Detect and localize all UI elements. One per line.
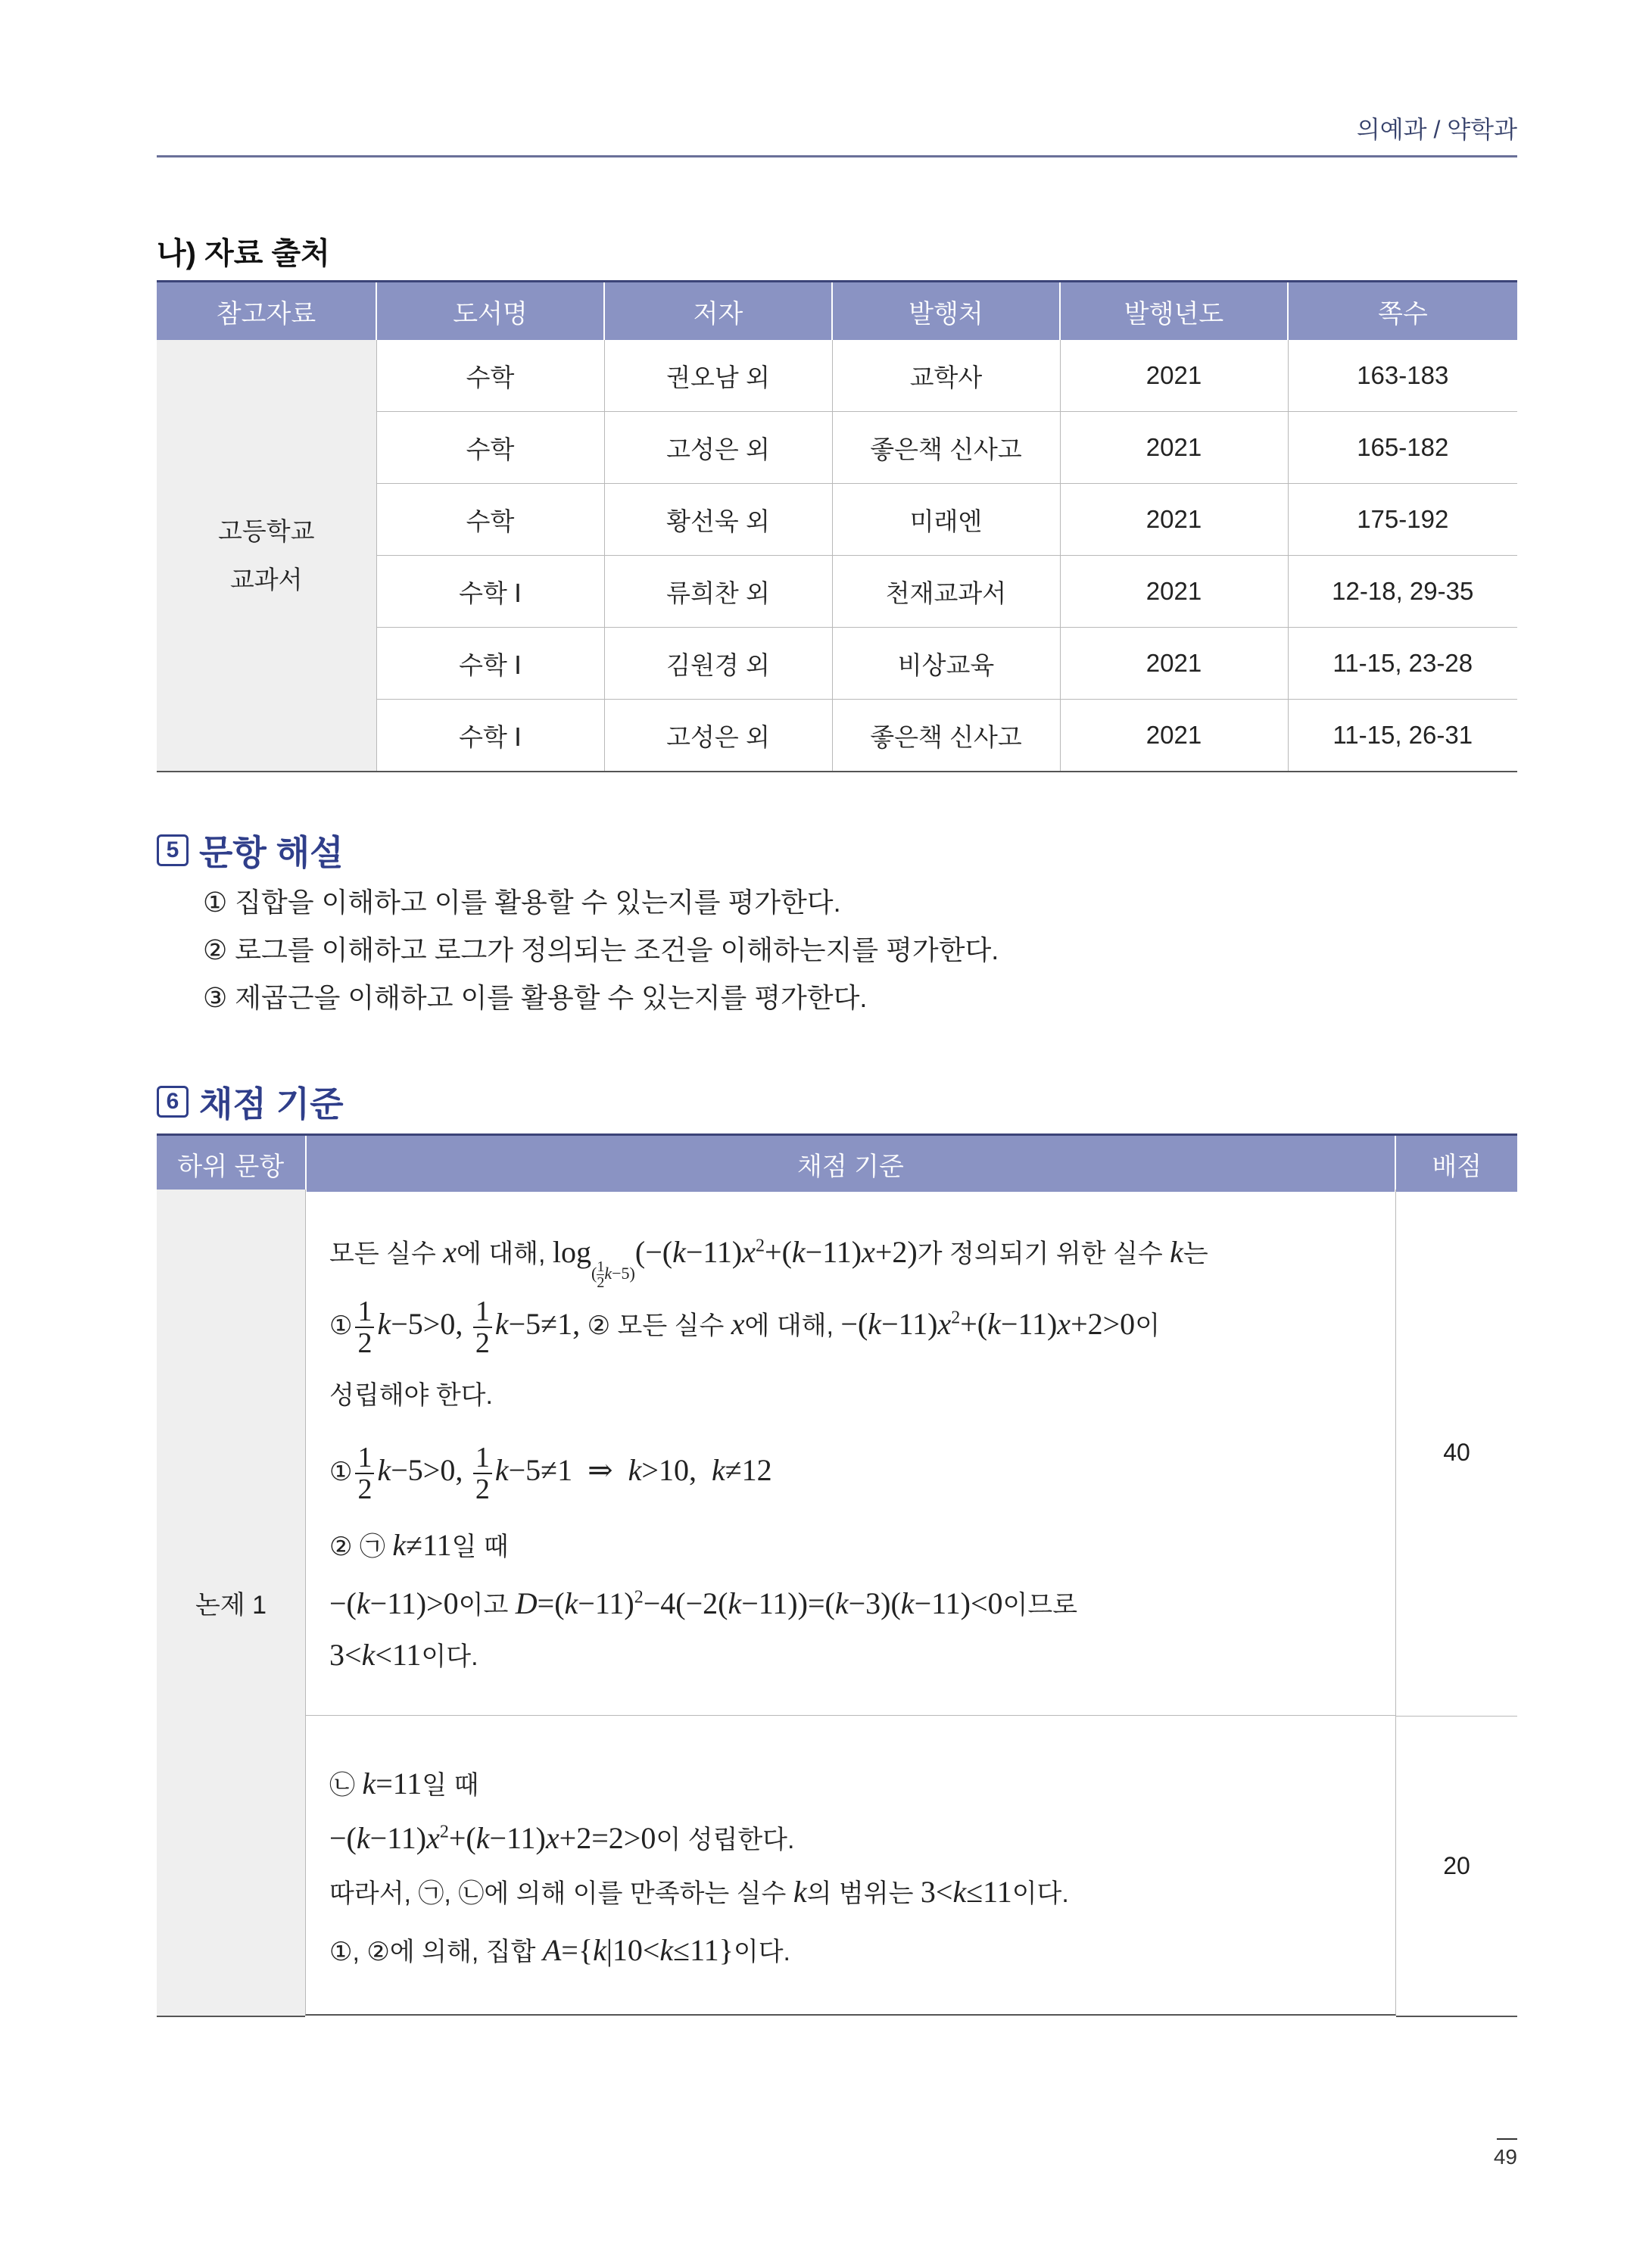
col-header-criteria: 채점 기준: [305, 1136, 1395, 1192]
grading-table-header: [157, 1133, 1517, 1192]
score-cell-2: 20: [1396, 1716, 1517, 2017]
criteria-line-3: 성립해야 한다.: [329, 1381, 493, 1410]
publisher-cell: 비상교육: [832, 628, 1060, 700]
pages-cell: 11-15, 23-28: [1288, 628, 1517, 700]
pages-cell: 165-182: [1288, 412, 1517, 484]
author-cell: 김원경 외: [604, 628, 832, 700]
page-number: 49: [1493, 2145, 1517, 2169]
list-item: ② 로그를 이해하고 로그가 정의되는 조건을 이해하는지를 평가한다.: [203, 934, 999, 965]
sub-item-cell: 논제 1: [157, 1190, 305, 2017]
author-cell: 황선욱 외: [604, 484, 832, 556]
author-cell: 류희찬 외: [604, 556, 832, 628]
source-subtitle: 나) 자료 출처: [157, 237, 330, 270]
criteria-line-7: 3<k<11이다.: [329, 1638, 478, 1672]
section-title-text: 채점 기준: [199, 1084, 344, 1124]
criteria-line-4: ① $\frac{1}{2}$ k−5>0, $\frac{1}{2}$ k−5≠1 ⇒ k>10, k≠12: [329, 1442, 772, 1505]
author-cell: 권오남 외: [604, 340, 832, 412]
publisher-cell: 천재교과서: [832, 556, 1060, 628]
criteria-line-2: ① $\frac{1}{2}$ k−5>0, $\frac{1}{2}$ k−5≠1, ② 모든 실수 x에 대해, $-(k-11)x^2+(k-11)x+2>0$이: [329, 1296, 1161, 1359]
page-number-rule: [1497, 2138, 1517, 2140]
year-cell: 2021: [1060, 628, 1288, 700]
year-cell: 2021: [1060, 556, 1288, 628]
reference-category: 고등학교 교과서: [157, 340, 376, 772]
section-5-title: [157, 825, 344, 875]
col-header-sub-item: 하위 문항: [177, 1152, 285, 1181]
criteria-line-9: $-(k-11)x^2+(k-11)x+2=2>0$이 성립한다.: [329, 1821, 795, 1855]
year-cell: 2021: [1060, 340, 1288, 412]
section-number-badge: 5: [157, 834, 189, 866]
book-cell: 수학: [376, 484, 604, 556]
section-6-title: [157, 1077, 344, 1127]
author-cell: 고성은 외: [604, 700, 832, 772]
book-cell: 수학 Ⅰ: [376, 700, 604, 772]
publisher-cell: 좋은책 신사고: [832, 700, 1060, 772]
table-row: [157, 340, 1517, 412]
criteria-line-10: 따라서, ㉠, ㉡에 의해 이를 만족하는 실수 k의 범위는 3<k≤11이다.: [329, 1875, 1069, 1909]
objective-list: [203, 878, 999, 1021]
author-cell: 고성은 외: [604, 412, 832, 484]
year-cell: 2021: [1060, 412, 1288, 484]
criteria-line-5: ② ㉠ k≠11일 때: [329, 1528, 509, 1562]
score-cell-1: 40: [1396, 1190, 1517, 1717]
col-header-author: 저자: [604, 282, 832, 341]
book-cell: 수학 Ⅰ: [376, 628, 604, 700]
book-cell: 수학 Ⅰ: [376, 556, 604, 628]
publisher-cell: 좋은책 신사고: [832, 412, 1060, 484]
criteria-line-6: −(k−11)>0이고 $D=(k-11)^2-4(-2(k-11))=(k-3)(k-11)<0$이므로: [329, 1586, 1078, 1620]
pages-cell: 11-15, 26-31: [1288, 700, 1517, 772]
publisher-cell: 미래엔: [832, 484, 1060, 556]
col-header-reference: 참고자료: [157, 282, 376, 341]
section-title-text: 문항 해설: [199, 833, 344, 872]
book-cell: 수학: [376, 412, 604, 484]
list-item: ① 집합을 이해하고 이를 활용할 수 있는지를 평가한다.: [203, 887, 841, 918]
year-cell: 2021: [1060, 700, 1288, 772]
year-cell: 2021: [1060, 484, 1288, 556]
pages-cell: 163-183: [1288, 340, 1517, 412]
pages-cell: 175-192: [1288, 484, 1517, 556]
col-header-pages: 쪽수: [1288, 282, 1517, 341]
header-department: 의예과 / 약학과: [1356, 116, 1517, 143]
col-header-book: 도서명: [376, 282, 604, 341]
list-item: ③ 제곱근을 이해하고 이를 활용할 수 있는지를 평가한다.: [203, 982, 868, 1013]
criteria-line-1: 모든 실수 x에 대해, $\log_{( \frac{1}{2} k-5)}(-(k-11)x^2+(k-11)x+2)$가 정의되기 위한 실수 k는: [329, 1235, 1208, 1292]
reference-table: [157, 280, 1517, 772]
pages-cell: 12-18, 29-35: [1288, 556, 1517, 628]
criteria-line-8: ㉡ k=11일 때: [329, 1766, 479, 1801]
col-header-publisher: 발행처: [832, 282, 1060, 341]
criteria-cell-2: [305, 1716, 1396, 2016]
header-rule: [157, 155, 1517, 157]
criteria-line-11: ①, ②에 의해, 집합 A={k|10<k≤11}이다.: [329, 1933, 790, 1967]
col-header-year: 발행년도: [1060, 282, 1288, 341]
publisher-cell: 교학사: [832, 340, 1060, 412]
book-cell: 수학: [376, 340, 604, 412]
col-header-score: 배점: [1395, 1136, 1517, 1192]
section-number-badge: 6: [157, 1086, 189, 1118]
